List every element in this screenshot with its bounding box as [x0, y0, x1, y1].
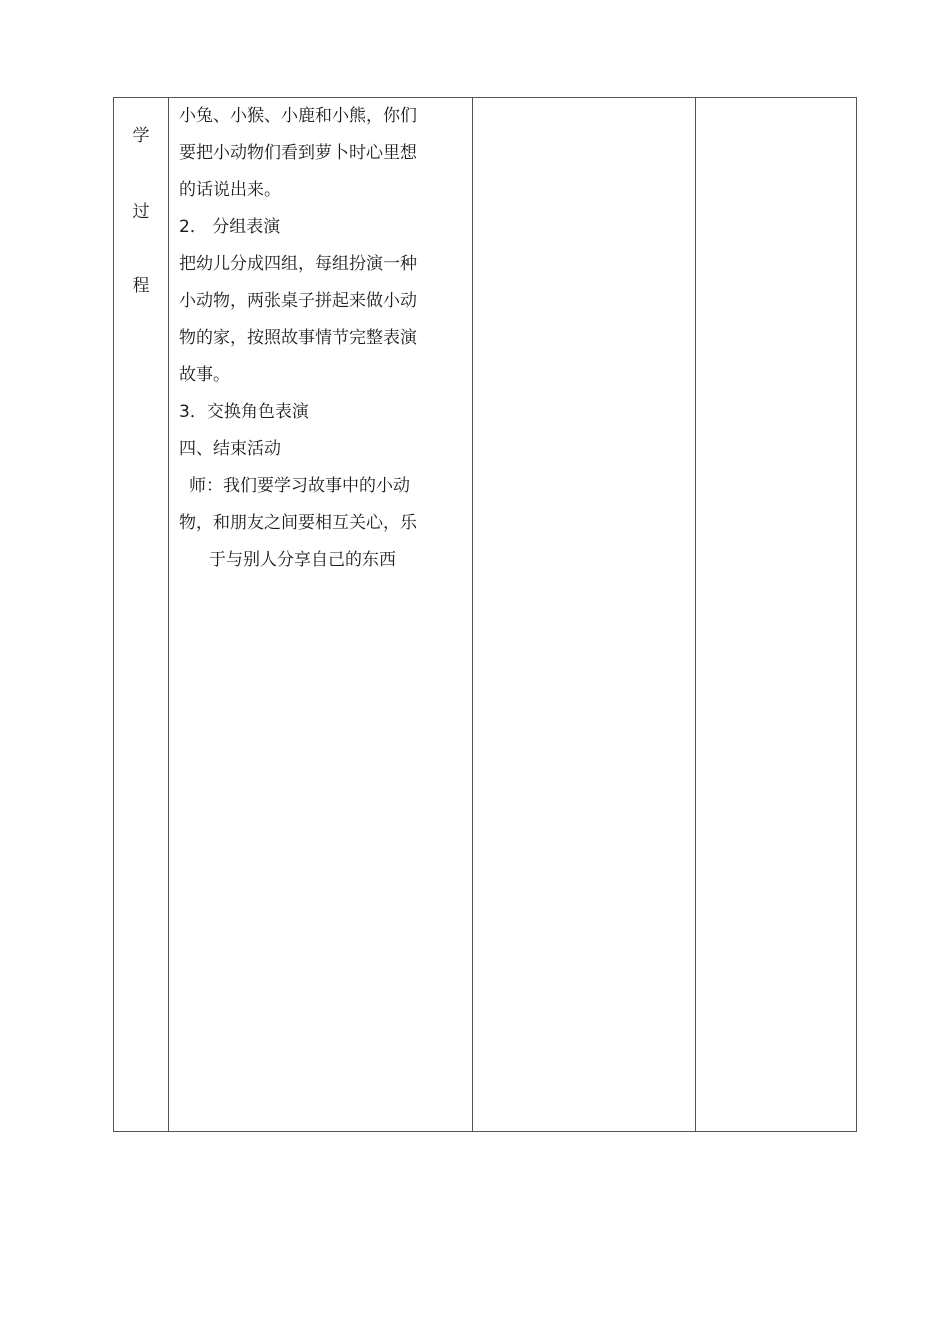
lesson-plan-table	[113, 97, 857, 1132]
content-line: 小动物，两张桌子拼起来做小动	[179, 291, 417, 311]
content-line: 物，和朋友之间要相互关心，乐	[179, 513, 417, 533]
notes-cell	[473, 98, 696, 1132]
content-line: 把幼儿分成四组，每组扮演一种	[179, 254, 417, 274]
table-row	[114, 98, 857, 1132]
content-line: 于与别人分享自己的东西	[209, 550, 396, 570]
content-line: 3．交换角色表演	[179, 402, 309, 422]
content-line: 的话说出来。	[179, 180, 281, 200]
content-line: 要把小动物们看到萝卜时心里想	[179, 143, 417, 163]
content-line: 师：我们要学习故事中的小动	[189, 476, 410, 496]
section-label-char: 程	[132, 276, 150, 296]
content-line: 2． 分组表演	[179, 217, 281, 237]
extra-cell	[696, 98, 857, 1132]
content-cell	[169, 98, 473, 1132]
content-line: 物的家，按照故事情节完整表演	[179, 328, 417, 348]
section-label-char: 学	[132, 126, 150, 146]
content-line: 四、结束活动	[179, 439, 281, 459]
content-line: 小兔、小猴、小鹿和小熊，你们	[179, 106, 417, 126]
content-text	[179, 98, 466, 579]
section-label-char: 过	[132, 202, 150, 222]
section-label-cell	[114, 98, 169, 1132]
content-line: 故事。	[179, 365, 230, 385]
